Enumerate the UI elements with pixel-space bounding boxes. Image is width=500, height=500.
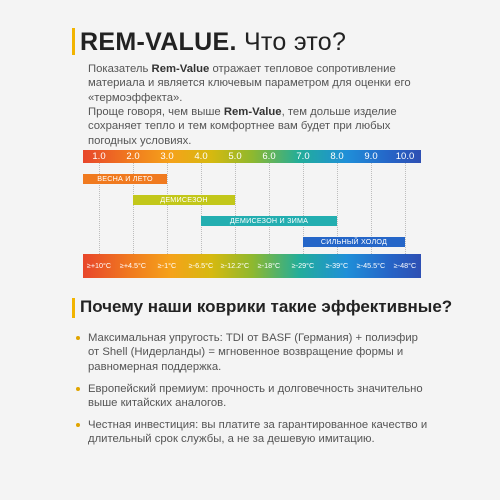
scale-tick-label: 5.0 bbox=[228, 151, 242, 162]
scale-tick-label: 3.0 bbox=[160, 151, 174, 162]
season-band: СИЛЬНЫЙ ХОЛОД bbox=[303, 237, 405, 247]
temperature-label: ≥-48°C bbox=[393, 261, 417, 270]
benefit-item-3: Честная инвестиция: вы платите за гарантированное качество и длительный срок службы, а не за дешевую имитацию. bbox=[88, 418, 428, 447]
page-title: REM-VALUE. Что это? bbox=[80, 28, 347, 56]
title-accent-bar bbox=[72, 28, 75, 55]
scale-tick-label: 7.0 bbox=[296, 151, 310, 162]
scale-tick-label: 9.0 bbox=[364, 151, 378, 162]
bullet-dot bbox=[76, 387, 80, 391]
scale-tick-label: 2.0 bbox=[126, 151, 140, 162]
temperature-label: ≥-6.5°C bbox=[188, 261, 214, 270]
temperature-label: ≥-45.5°C bbox=[356, 261, 386, 270]
section-title: Почему наши коврики такие эффективные? bbox=[80, 297, 453, 316]
temperature-label: ≥+10°C bbox=[86, 261, 112, 270]
bullet-dot bbox=[76, 423, 80, 427]
scale-gridline bbox=[405, 163, 406, 254]
scale-gridline bbox=[167, 163, 168, 254]
intro-paragraph-1: Показатель Rem-Value отражает тепловое сопротивление материала и является ключевым параметром для оценки его «термоэффекта». bbox=[88, 63, 411, 104]
section-accent-bar bbox=[72, 298, 75, 318]
scale-gridline bbox=[269, 163, 270, 254]
temperature-label: ≥-18°C bbox=[257, 261, 281, 270]
bullet-dot bbox=[76, 336, 80, 340]
rem-value-scale bbox=[83, 150, 421, 280]
temperature-label: ≥-1°C bbox=[157, 261, 177, 270]
scale-tick-label: 10.0 bbox=[395, 151, 415, 162]
season-band: ДЕМИСЕЗОН И ЗИМА bbox=[201, 216, 337, 226]
temperature-label: ≥-29°C bbox=[291, 261, 315, 270]
temperature-label: ≥-12.2°C bbox=[220, 261, 250, 270]
scale-tick-label: 6.0 bbox=[262, 151, 276, 162]
temperature-label: ≥+4.5°C bbox=[119, 261, 147, 270]
scale-tick-label: 8.0 bbox=[330, 151, 344, 162]
benefit-item-1: Максимальная упругость: TDI от BASF (Германия) + полиэфир от Shell (Нидерланды) = мгновенное возвращение формы и равномерная поддержка. bbox=[88, 331, 428, 374]
season-band: ВЕСНА И ЛЕТО bbox=[83, 174, 167, 184]
scale-gridline bbox=[201, 163, 202, 254]
benefit-item-2: Европейский премиум: прочность и долговечность значительно выше китайских аналогов. bbox=[88, 382, 428, 411]
season-band: ДЕМИСЕЗОН bbox=[133, 195, 235, 205]
scale-tick-label: 4.0 bbox=[194, 151, 208, 162]
scale-gridline bbox=[235, 163, 236, 254]
intro-paragraph-2: Проще говоря, чем выше Rem-Value, тем дольше изделие сохраняет тепло и тем комфортнее вам будет при любых погодных условиях. bbox=[88, 106, 397, 147]
temperature-label: ≥-39°C bbox=[325, 261, 349, 270]
scale-tick-label: 1.0 bbox=[92, 151, 106, 162]
